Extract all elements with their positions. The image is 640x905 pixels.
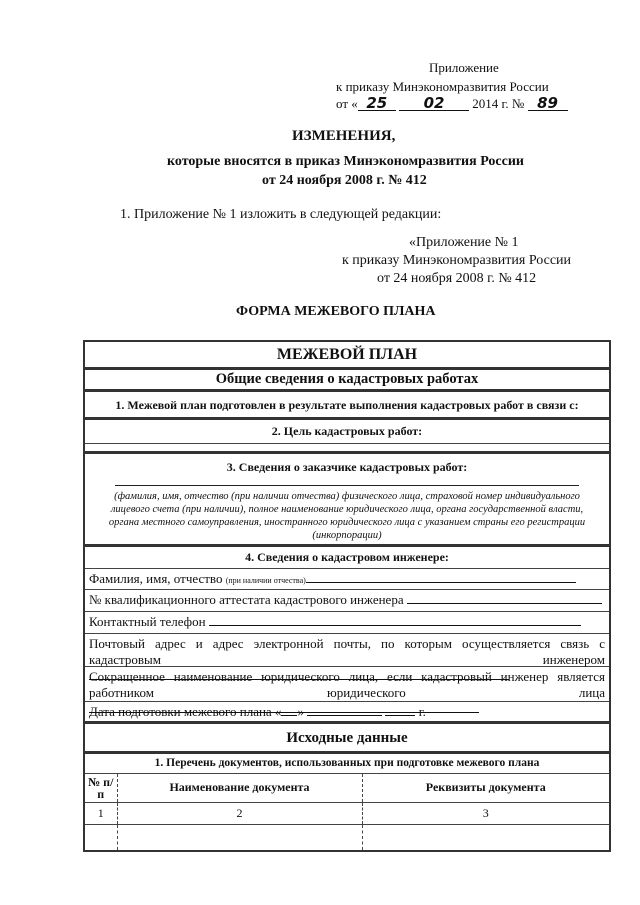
- doc-subtitle-1: которые вносятся в приказ Минэкономразвития России: [167, 154, 524, 169]
- annex-line-3: от 24 ноября 2008 г. № 412: [377, 271, 537, 286]
- cert-field[interactable]: [407, 593, 602, 604]
- phone-row: [85, 612, 609, 634]
- col-doc-name: Наименование документа: [117, 774, 362, 802]
- form-title: ФОРМА МЕЖЕВОГО ПЛАНА: [236, 304, 436, 319]
- section-3-note: (фамилия, имя, отчество (при наличии отчества) физического лица, страховой номер индивидуального лицевого счета (при наличии), полное наименование юридического лица, органа государственной власти, органа местного самоуправления, иностранного юридического лица с указанием страны его регистрации (инкорпорации): [108, 491, 586, 541]
- date-quote: »: [297, 704, 304, 719]
- item-1: 1. Приложение № 1 изложить в следующей редакции:: [120, 207, 442, 222]
- section-2-blank: [85, 444, 609, 454]
- source-title: Исходные данные: [85, 724, 609, 754]
- date-month-field[interactable]: [307, 705, 382, 716]
- docs-title: 1. Перечень документов, использованных при подготовке межевого плана: [85, 754, 609, 774]
- table-cell[interactable]: [85, 824, 117, 850]
- section-3-title: 3. Сведения о заказчике кадастровых работ:: [226, 460, 468, 474]
- fio-label: Фамилия, имя, отчество: [89, 571, 223, 586]
- documents-table: [85, 774, 609, 850]
- date-prefix: от «: [336, 96, 358, 111]
- table-number-row: [85, 802, 609, 824]
- section-1: 1. Межевой план подготовлен в результате выполнения кадастровых работ в связи с:: [85, 392, 609, 420]
- cert-row: [85, 590, 609, 612]
- table-header-row: [85, 774, 609, 802]
- section-2: 2. Цель кадастровых работ:: [85, 420, 609, 444]
- doc-subtitle-2: от 24 ноября 2008 г. № 412: [262, 173, 427, 188]
- engineer-name-row: [85, 569, 609, 590]
- general-title: Общие сведения о кадастровых работах: [85, 370, 609, 392]
- boundary-plan-form: [83, 340, 611, 852]
- handwritten-day: 25: [358, 96, 396, 111]
- section-4: 4. Сведения о кадастровом инженере:: [85, 547, 609, 569]
- date-year-field[interactable]: [385, 705, 415, 716]
- year-text: 2014 г. №: [472, 96, 525, 111]
- col-num-2: 2: [117, 802, 362, 824]
- doc-title: ИЗМЕНЕНИЯ,: [292, 128, 396, 144]
- legal-row: [85, 667, 609, 702]
- fio-note: (при наличии отчества): [225, 576, 306, 585]
- cert-label: № квалификационного аттестата кадастрового инженера: [89, 592, 404, 607]
- table-cell[interactable]: [362, 824, 609, 850]
- date-year-suffix: г.: [418, 704, 426, 719]
- date-day-field[interactable]: [281, 705, 297, 716]
- date-row: [85, 702, 609, 724]
- annex-line-1: «Приложение № 1: [409, 235, 519, 250]
- col-num-1: 1: [85, 802, 117, 824]
- order-ref: к приказу Минэкономразвития России: [336, 79, 549, 94]
- order-date: [336, 96, 568, 112]
- phone-field[interactable]: [209, 615, 581, 626]
- annex-label: Приложение: [429, 60, 499, 75]
- section-3: [85, 454, 609, 547]
- plan-title: МЕЖЕВОЙ ПЛАН: [85, 342, 609, 370]
- legal-label: Сокращенное наименование юридического лица, если кадастровый инженер является работником юридического лица: [89, 669, 605, 700]
- fio-field[interactable]: [306, 572, 576, 583]
- date-label: Дата подготовки межевого плана «: [89, 704, 282, 719]
- postal-label: Почтовый адрес и адрес электронной почты, по которым осуществляется связь с кадастровым инженером: [89, 636, 605, 667]
- col-num-3: 3: [362, 802, 609, 824]
- table-row: [85, 824, 609, 850]
- col-doc-details: Реквизиты документа: [362, 774, 609, 802]
- handwritten-month: 02: [399, 96, 469, 111]
- postal-row: [85, 634, 609, 667]
- annex-line-2: к приказу Минэкономразвития России: [342, 253, 572, 268]
- col-number: № п/п: [85, 774, 117, 802]
- customer-line[interactable]: [115, 485, 579, 486]
- table-cell[interactable]: [117, 824, 362, 850]
- handwritten-number: 89: [528, 96, 568, 111]
- phone-label: Контактный телефон: [89, 614, 206, 629]
